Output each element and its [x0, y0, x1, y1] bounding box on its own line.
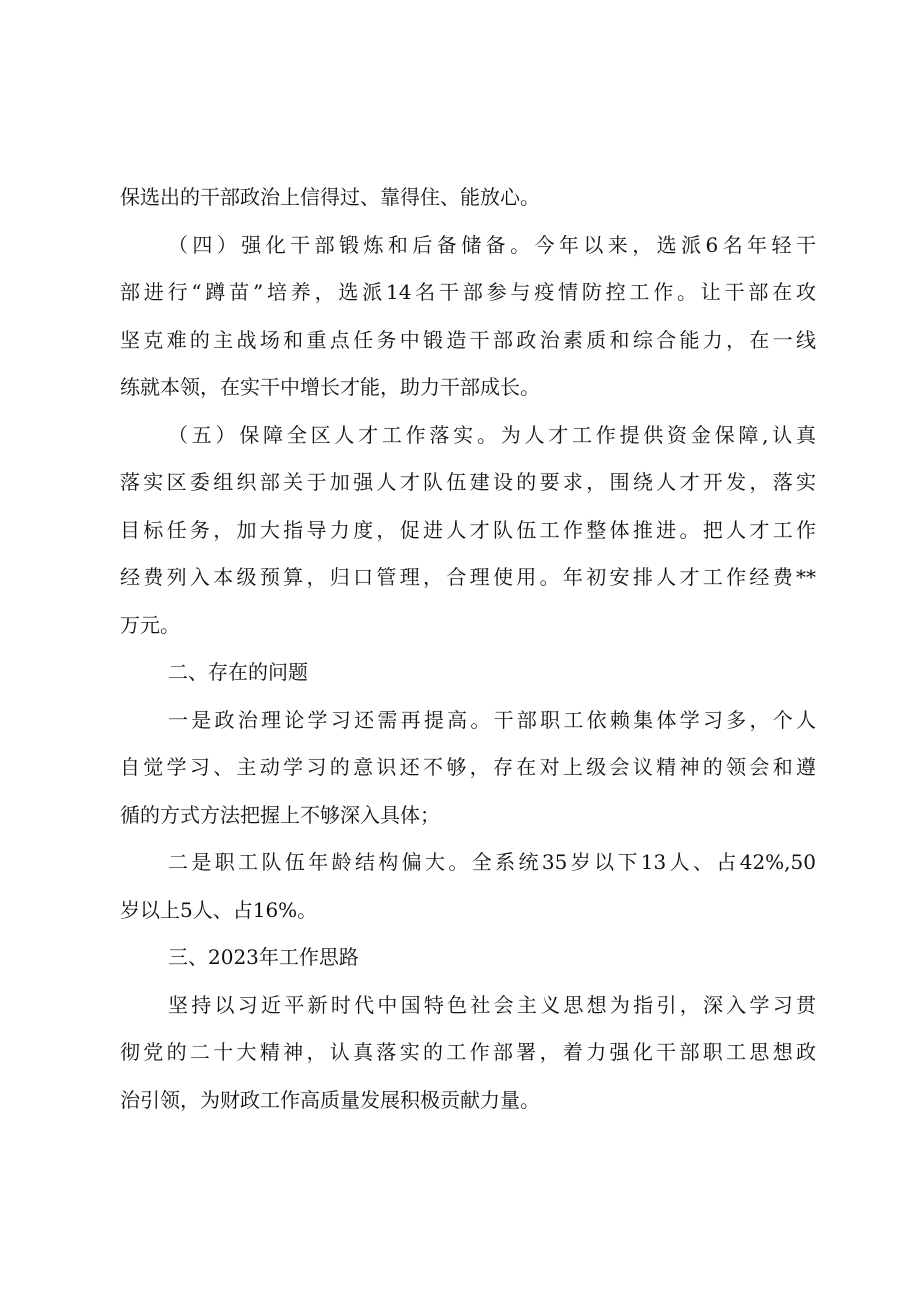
- section-heading-plan: 三、2023年工作思路: [168, 945, 359, 969]
- text-line: 部进行“蹲苗”培养，选派14名干部参与疫情防控工作。让干部在攻: [120, 280, 816, 304]
- text-line: 循的方式方法把握上不够深入具体；: [120, 802, 440, 827]
- text-line: 坚持以习近平新时代中国特色社会主义思想为指引，深入学习贯: [168, 992, 816, 1017]
- text-line: 经费列入本级预算，归口管理，合理使用。年初安排人才工作经费**: [120, 565, 816, 589]
- text-line: 彻党的二十大精神，认真落实的工作部署，着力强化干部职工思想政: [120, 1040, 816, 1064]
- section-heading-problems: 二、存在的问题: [168, 660, 308, 684]
- text-line: 自觉学习、主动学习的意识还不够，存在对上级会议精神的领会和遵: [120, 755, 816, 779]
- text-line: 练就本领，在实干中增长才能，助力干部成长。: [120, 375, 540, 399]
- section-five-heading-line: （五）保障全区人才工作落实。为人才工作提供资金保障,认真: [168, 422, 816, 447]
- text-line: 保选出的干部政治上信得过、靠得住、能放心。: [120, 185, 540, 209]
- text-line: 二是职工队伍年龄结构偏大。全系统35岁以下13人、占42%,50: [168, 850, 816, 874]
- text-line: 万元。: [120, 612, 180, 637]
- text-line: 目标任务，加大指导力度，促进人才队伍工作整体推进。把人才工作: [120, 517, 816, 542]
- text-line: 治引领，为财政工作高质量发展积极贡献力量。: [120, 1087, 540, 1112]
- document-body: [120, 174, 816, 1124]
- text-line: 落实区委组织部关于加强人才队伍建设的要求，围绕人才开发，落实: [120, 470, 816, 494]
- text-line: 一是政治理论学习还需再提高。干部职工依赖集体学习多，个人: [168, 707, 816, 732]
- text-line: 岁以上5人、占16%。: [120, 897, 318, 922]
- text-line: 坚克难的主战场和重点任务中锻造干部政治素质和综合能力，在一线: [120, 327, 816, 352]
- section-four-heading-line: （四）强化干部锻炼和后备储备。今年以来，选派6名年轻干: [168, 232, 816, 257]
